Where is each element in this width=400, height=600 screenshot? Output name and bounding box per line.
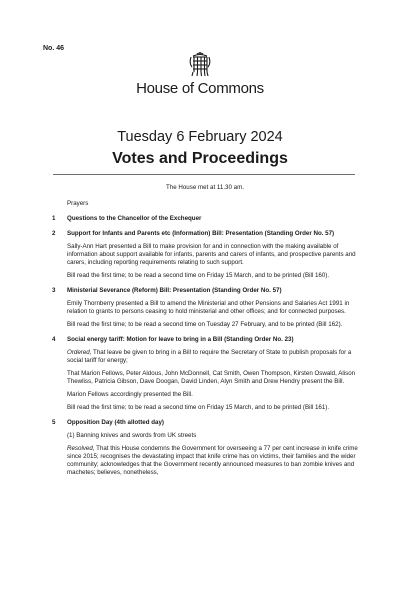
- proceeding-item-2: [52, 230, 358, 280]
- item-paragraph: Bill read the first time; to be read a second time on Tuesday 27 February, and to be printed (Bill 162).: [67, 321, 343, 328]
- item-number: 1: [52, 215, 56, 222]
- title-divider: [53, 174, 355, 175]
- sitting-date: Tuesday 6 February 2024: [117, 129, 283, 145]
- item-number: 5: [52, 419, 56, 426]
- resolved-lead: Resolved,: [67, 445, 95, 452]
- issue-number: No. 46: [43, 45, 65, 52]
- item-paragraph: Sally-Ann Hart presented a Bill to make provision for and in connection with the making available of information about support available for infants, parents and carers of infants, and prospective parents and carers, including reporting requirements relating to such support.: [67, 243, 356, 266]
- proceeding-item-1: [52, 215, 358, 223]
- proceeding-item-5: [52, 419, 358, 477]
- ordered-text: That leave be given to bring in a Bill to require the Secretary of State to publish proposals for a social tariff for energy;: [67, 349, 352, 364]
- item-paragraph: Bill read the first time; to be read a second time on Friday 15 March, and to be printed (Bill 161).: [67, 404, 330, 411]
- item-paragraph: Bill read the first time; to be read a second time on Friday 15 March, and to be printed (Bill 160).: [67, 272, 330, 279]
- item-paragraph: Emily Thornberry presented a Bill to amend the Ministerial and other Pensions and Salaries Act 1991 in relation to grants to persons ceasing to hold ministerial and other offices; and for connected purposes.: [67, 300, 350, 315]
- proceeding-item-4: [52, 336, 358, 412]
- item-number: 4: [52, 336, 56, 343]
- item-heading: Social energy tariff: Motion for leave to bring in a Bill (Standing Order No. 23): [67, 336, 294, 343]
- item-number: 3: [52, 287, 56, 294]
- item-subheading: (1) Banning knives and swords from UK streets: [67, 432, 197, 439]
- item-heading: Questions to the Chancellor of the Exchequer: [67, 215, 202, 222]
- item-paragraph: [67, 445, 358, 477]
- portcullis-icon: [189, 51, 211, 77]
- item-paragraph: That Marion Fellows, Peter Aldous, John McDonnell, Cat Smith, Owen Thompson, Kirsten Oswald, Alison Thewliss, Patricia Gibson, Dave Doogan, David Linden, Alyn Smith and Drew Hendry present the Bill.: [67, 370, 356, 385]
- document-title: Votes and Proceedings: [112, 150, 288, 167]
- item-heading: Support for Infants and Parents etc (Information) Bill: Presentation (Standing Order No. 57): [67, 230, 335, 237]
- prayers: Prayers: [67, 200, 89, 207]
- resolved-text: That this House condemns the Government for overseeing a 77 per cent increase in knife crime since 2015; recognises the devastating impact that knife crime has on victims, their families and the wider community; acknowledges that the Government recently announced measures to ban zombie knives and machetes; believes, nonetheless,: [67, 445, 358, 476]
- house-met-time: The House met at 11.30 am.: [166, 184, 244, 191]
- proceeding-item-3: [52, 287, 358, 329]
- proceedings-body: [52, 184, 358, 484]
- item-heading: Ministerial Severance (Reform) Bill: Presentation (Standing Order No. 57): [67, 287, 282, 294]
- ordered-lead: Ordered,: [67, 349, 92, 356]
- item-heading: Opposition Day (4th allotted day): [67, 419, 164, 426]
- item-paragraph: [67, 349, 358, 365]
- house-title: House of Commons: [136, 80, 264, 97]
- item-paragraph: Marion Fellows accordingly presented the Bill.: [67, 391, 193, 398]
- item-number: 2: [52, 230, 56, 237]
